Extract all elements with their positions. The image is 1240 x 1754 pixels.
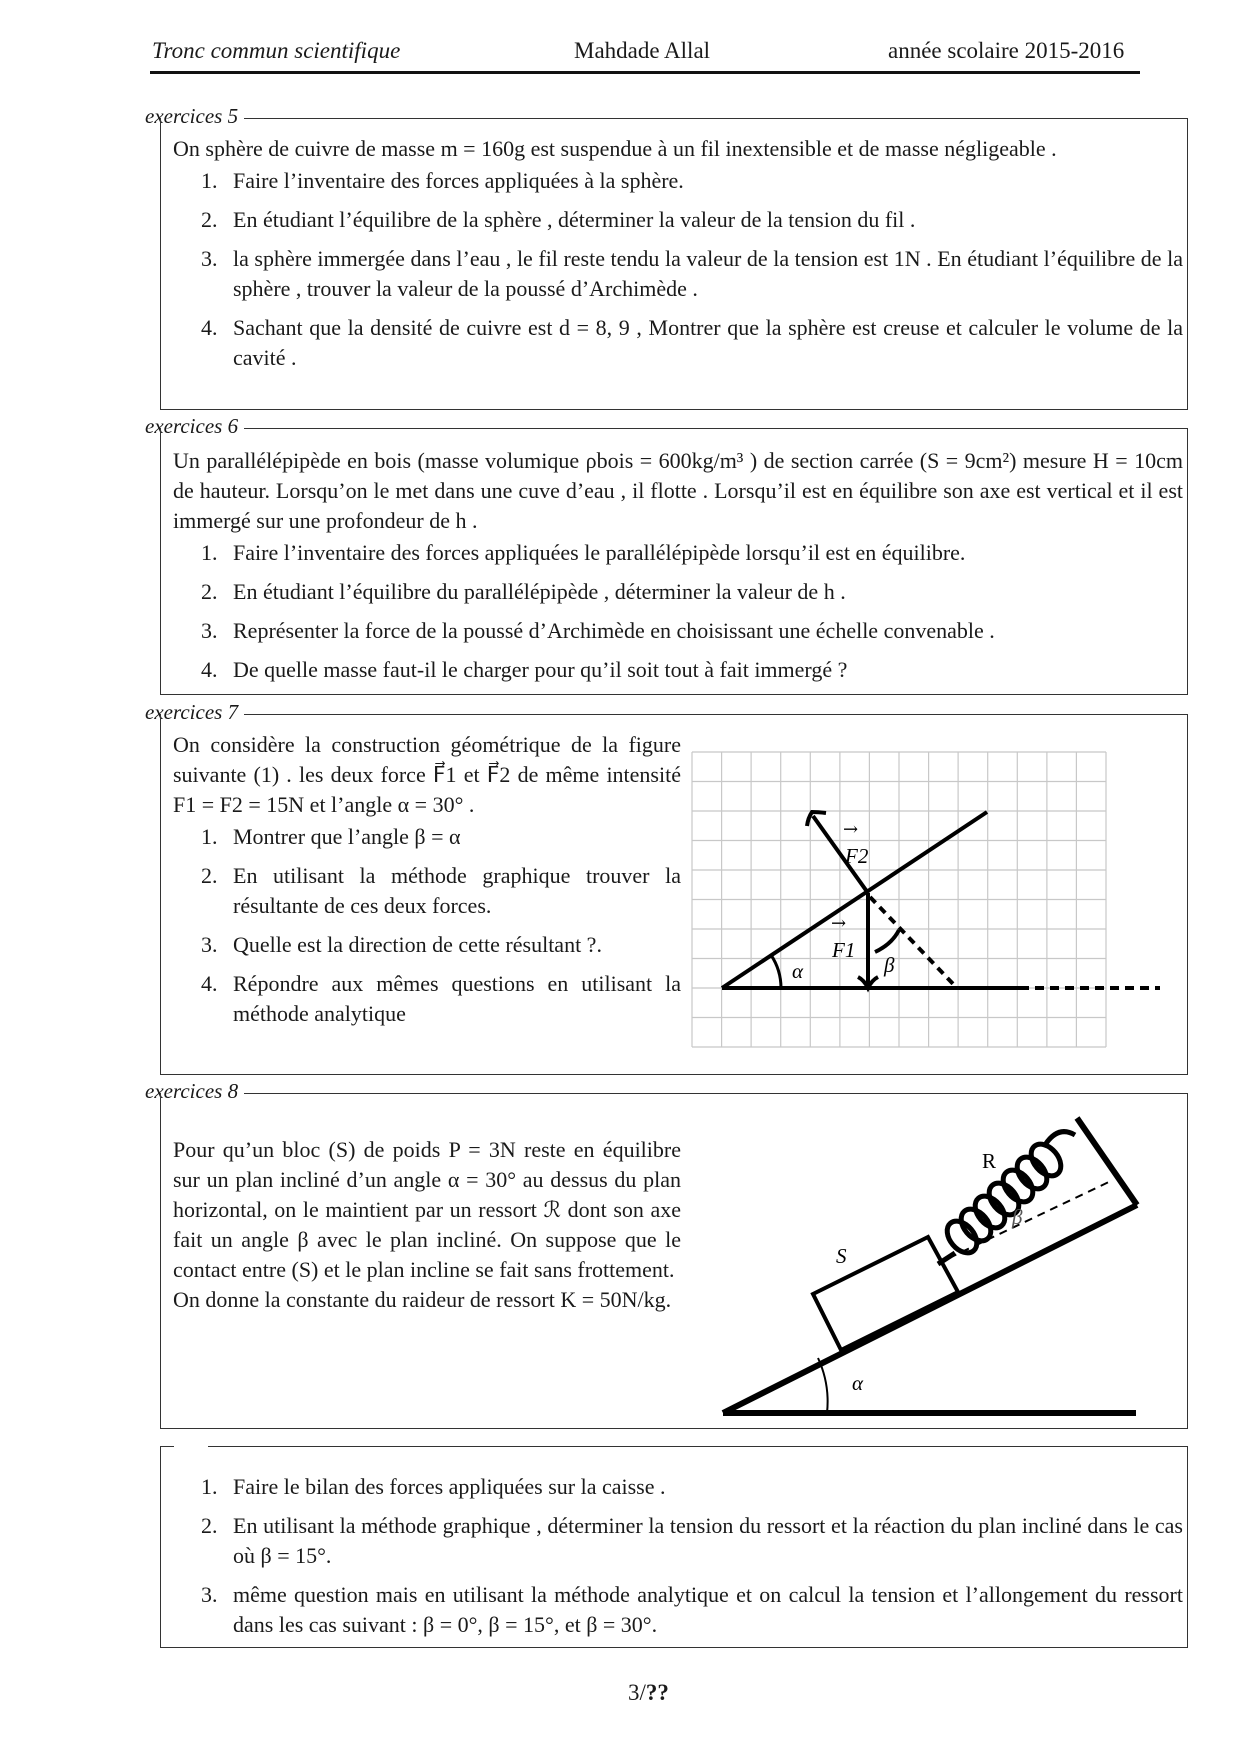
- question-item: 3. même question mais en utilisant la méthode analytique et on calcul la tension et l’allongement du ressort dans les cas suivant : β = 0°, β = 15°, et β = 30°.: [201, 1582, 1183, 1637]
- question-item: 2. En étudiant l’équilibre de la sphère , déterminer la valeur de la tension du fil .: [201, 207, 916, 232]
- ex5-intro: On sphère de cuivre de masse m = 160g est suspendue à un fil inextensible et de masse négligeable .: [173, 136, 1057, 161]
- alpha-label: α: [792, 959, 804, 983]
- question-item: 4. Répondre aux mêmes questions en utilisant la méthode analytique: [201, 971, 681, 1026]
- alpha-label: α: [852, 1371, 864, 1395]
- block-label: S: [836, 1244, 847, 1268]
- ex7-label: exercices 7: [145, 700, 244, 725]
- ex8-label: exercices 8: [145, 1079, 244, 1104]
- question-item: 1. Montrer que l’angle β = α: [201, 824, 461, 849]
- ex8-questions-box: [160, 1446, 1188, 1648]
- question-item: 1. Faire l’inventaire des forces appliquées à la sphère.: [201, 168, 684, 193]
- header-course: Tronc commun scientifique: [152, 38, 401, 63]
- page-number: 3/??: [628, 1680, 669, 1705]
- ex8-intro: Pour qu’un bloc (S) de poids P = 3N reste en équilibre sur un plan incliné d’un angle α = 30° au dessus du plan horizontal, on le maintient par un ressort ℛ dont son axe fait un angle β avec le plan incliné. On suppose que le contact entre (S) et le plan incline se fait sans frottement.: [173, 1137, 681, 1282]
- question-item: 1. Faire l’inventaire des forces appliquées le parallélépipède lorsqu’il est en équilibre.: [201, 540, 966, 565]
- header-author: Mahdade Allal: [574, 38, 711, 63]
- ex8-given: On donne la constante du raideur de ressort K = 50N/kg.: [173, 1287, 672, 1312]
- ex8-questions-content: [173, 1472, 1183, 1649]
- inclined-plane: [723, 1205, 1137, 1413]
- question-item: 3. la sphère immergée dans l’eau , le fil reste tendu la valeur de la tension est 1N . En étudiant l’équilibre de la sphère , trouver la valeur de la poussé d’Archimède .: [201, 246, 1183, 301]
- question-item: 1. Faire le bilan des forces appliquées sur la caisse .: [201, 1474, 666, 1499]
- question-item: 3. Quelle est la direction de cette résultant ?.: [201, 932, 602, 957]
- ex6-label: exercices 6: [145, 414, 244, 439]
- ex5-label: exercices 5: [145, 104, 244, 129]
- ex8-questions: [173, 1472, 1183, 1640]
- question-item: 2. En étudiant l’équilibre du parallélépipède , déterminer la valeur de h .: [201, 579, 846, 604]
- ex7-intro: On considère la construction géométrique de la figure suivante (1) . les deux force F⃗1 et F⃗2 de même intensité F1 = F2 = 15N et l’angle α = 30° .: [173, 732, 681, 817]
- f2-label: F2: [845, 844, 869, 868]
- beta-label: β: [884, 953, 895, 977]
- question-item: 4. De quelle masse faut-il le charger pour qu’il soit tout à fait immergé ?: [201, 657, 848, 682]
- f2-vector-arrow-icon: →: [843, 819, 859, 840]
- question-item: 2. En utilisant la méthode graphique trouver la résultante de ces deux forces.: [201, 863, 681, 918]
- question-item: 2. En utilisant la méthode graphique , déterminer la tension du ressort et la réaction du plan incliné dans le cas où β = 15°.: [201, 1513, 1183, 1568]
- wall-support: [1077, 1118, 1137, 1205]
- header-year: année scolaire 2015-2016: [888, 38, 1125, 63]
- spring-icon: [941, 1132, 1075, 1259]
- ex6-intro: Un parallélépipède en bois (masse volumique ρbois = 600kg/m³ ) de section carrée (S = 9cm²) mesure H = 10cm de hauteur. Lorsqu’on le met dans une cuve d’eau , il flotte . Lorsqu’il est en équilibre son axe est vertical et il est immergé sur une profondeur de h .: [173, 448, 1183, 533]
- f1-label: F1: [832, 938, 856, 962]
- beta-label: β: [1012, 1205, 1023, 1229]
- f1-vector-arrow-icon: →: [831, 913, 847, 934]
- ex8-geometry: [723, 1118, 1137, 1413]
- question-item: 4. Sachant que la densité de cuivre est d = 8, 9 , Montrer que la sphère est creuse et calculer le volume de la cavité .: [201, 315, 1183, 370]
- spring-label: R: [982, 1149, 997, 1173]
- question-item: 3. Représenter la force de la poussé d’Archimède en choisissant une échelle convenable .: [201, 618, 995, 643]
